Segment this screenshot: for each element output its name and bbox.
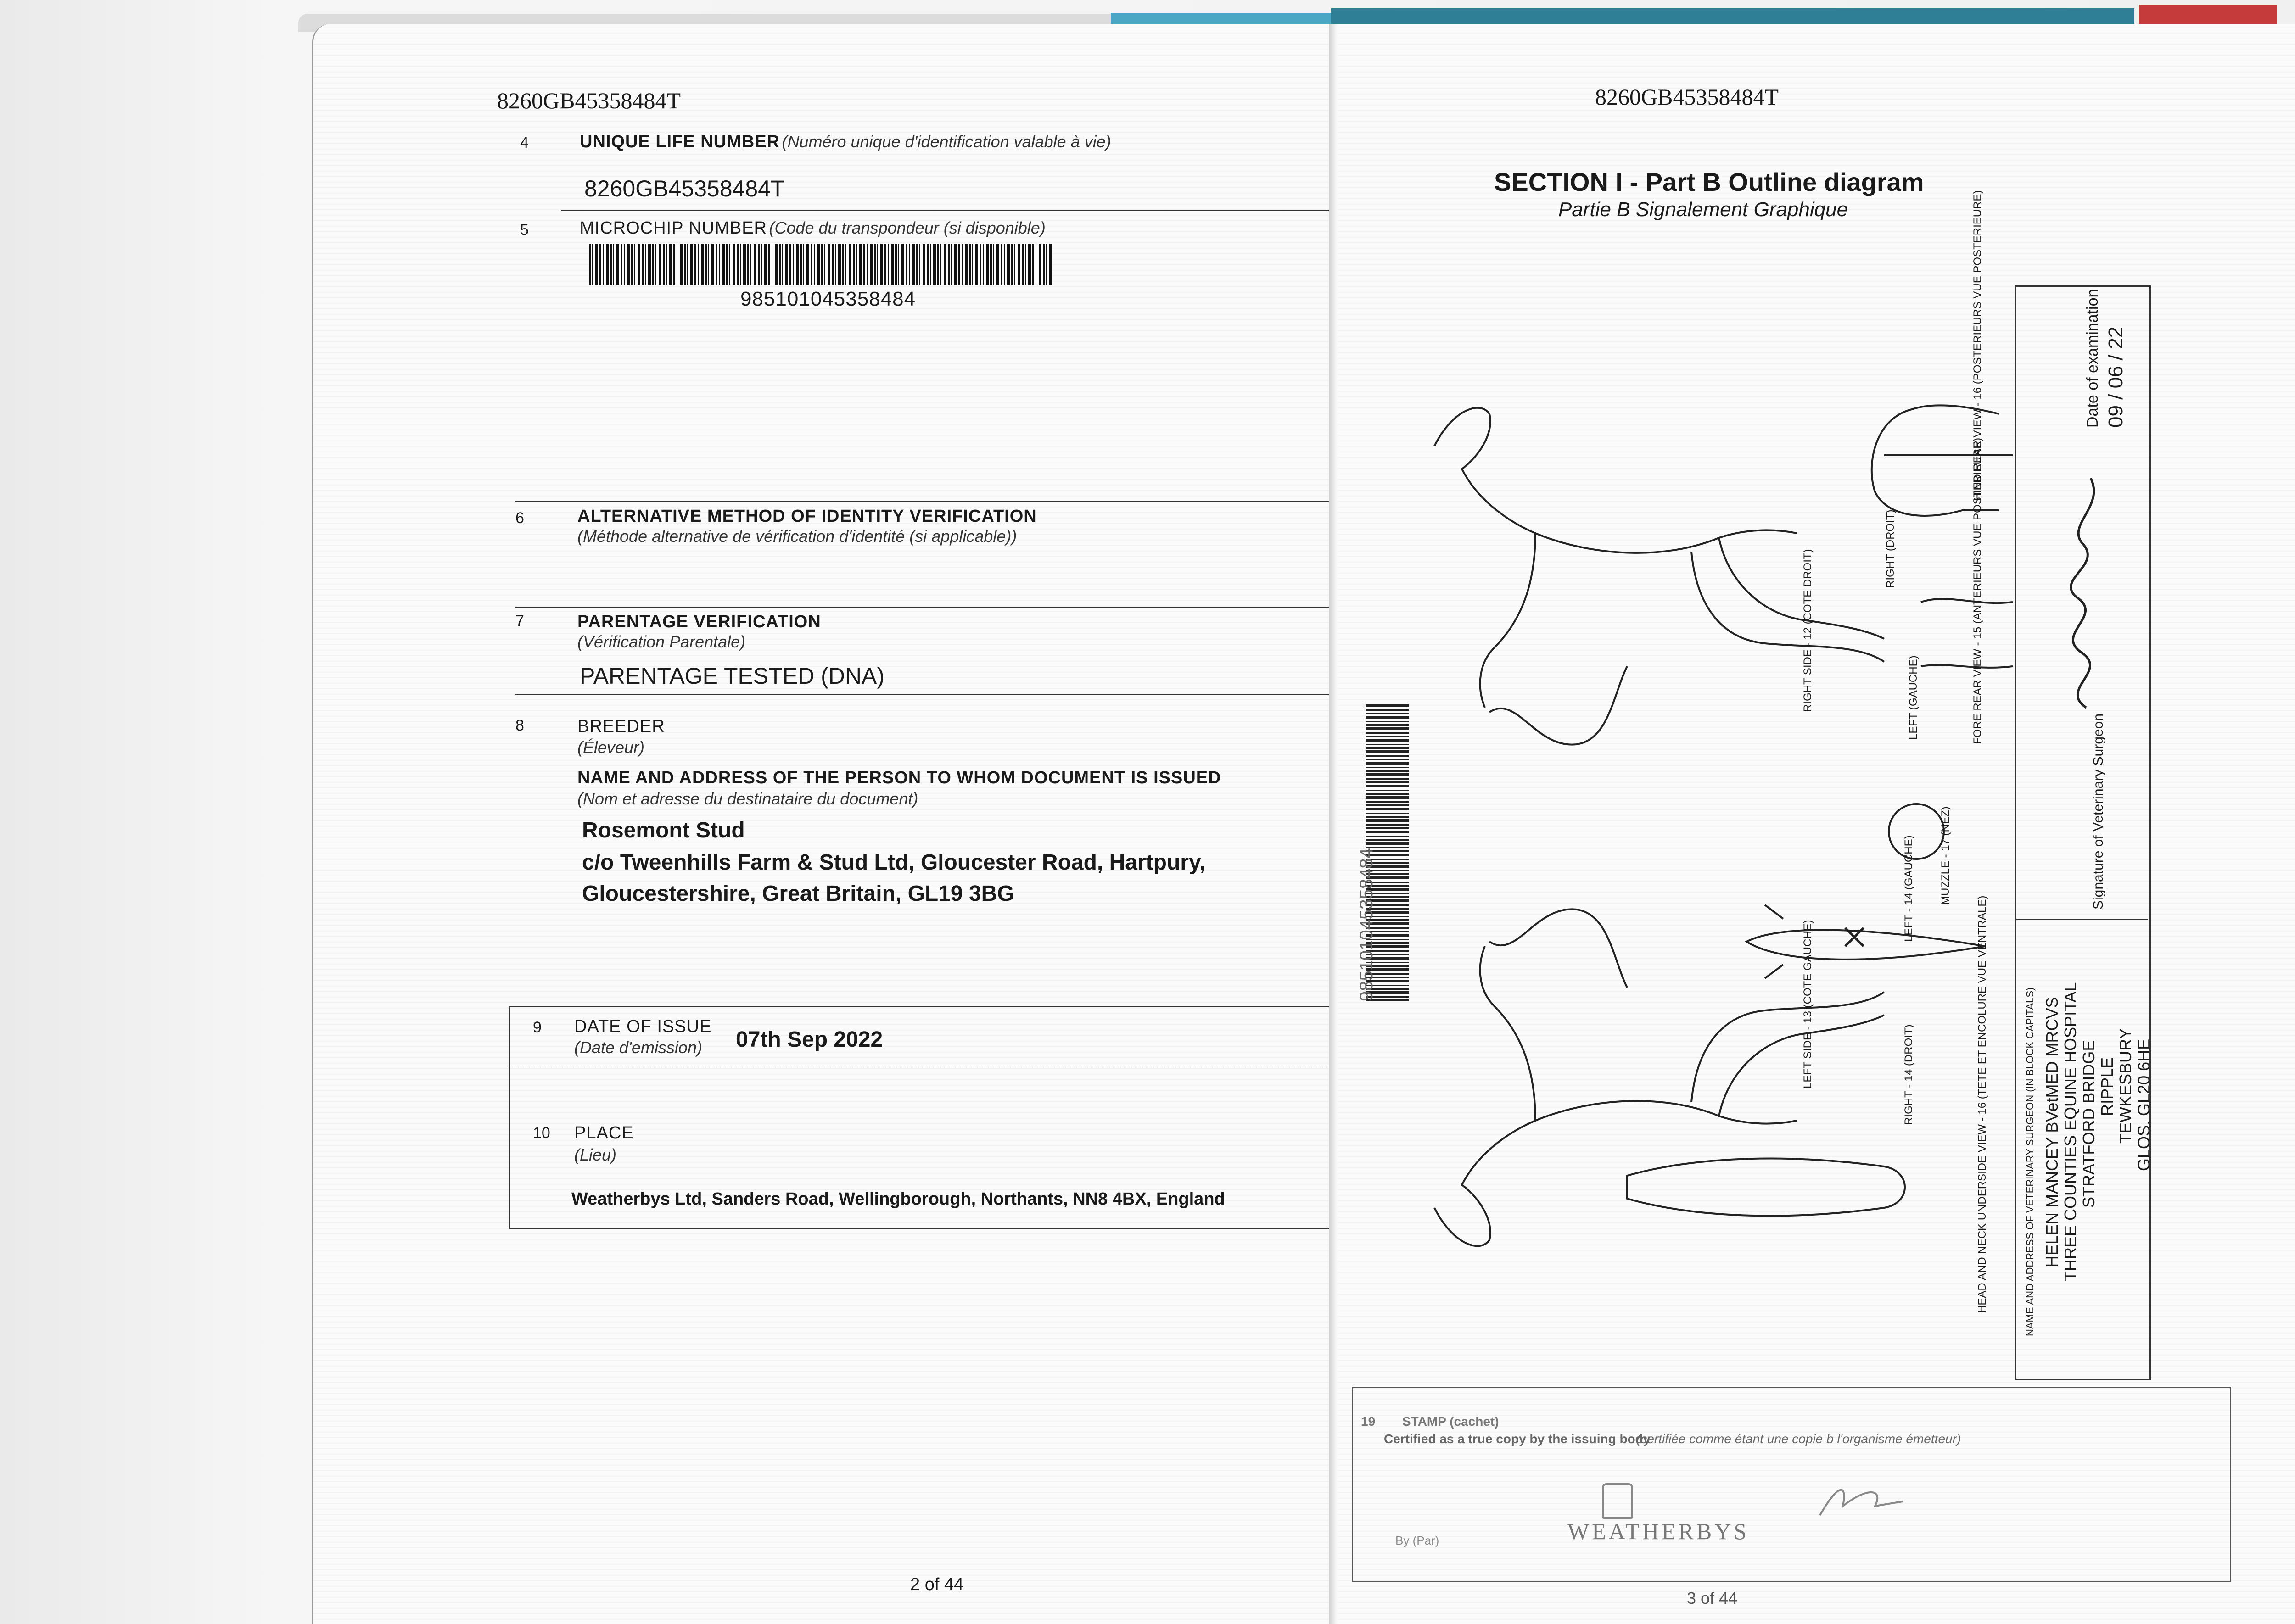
section-subtitle: Partie B Signalement Graphique	[1558, 198, 1848, 221]
exam-date-value: 09 / 06 / 22	[2105, 326, 2127, 428]
label-fore-rear: FORE REAR VIEW - 15 (ANTERIEURS VUE POSTERIEURE)	[1971, 437, 1984, 744]
issued-to-label-fr: (Nom et adresse du destinataire du document)	[577, 789, 918, 808]
issued-to-label: NAME AND ADDRESS OF THE PERSON TO WHOM DOCUMENT IS ISSUED	[577, 768, 1221, 787]
microchip-barcode	[589, 244, 1052, 285]
date-of-issue-value: 07th Sep 2022	[736, 1027, 883, 1052]
label-left: LEFT (GAUCHE)	[1907, 655, 1920, 740]
side-barcode-number: 985101045358484	[1356, 848, 1377, 1001]
label-right-side: RIGHT SIDE - 12 (COTE DROIT)	[1802, 549, 1814, 712]
page-header-id: 8260GB45358484T	[1595, 84, 1779, 110]
section-number: 7	[515, 612, 524, 630]
divider	[515, 607, 1337, 608]
label-left-side: LEFT SIDE - 13 (COTE GAUCHE)	[1802, 920, 1814, 1088]
label-left-14: LEFT - 14 (GAUCHE)	[1903, 835, 1915, 942]
horse-outline-diagram	[1370, 345, 2013, 1263]
alt-identity-label-fr: (Méthode alternative de vérification d'identité (si applicable))	[577, 527, 1017, 546]
owner-name: Rosemont Stud	[582, 818, 745, 843]
label-head-neck-underside: HEAD AND NECK UNDERSIDE VIEW - 16 (TETE ET ENCOLURE VUE VENTRALE)	[1976, 895, 1988, 1313]
divider	[515, 501, 1337, 502]
parentage-value: PARENTAGE TESTED (DNA)	[580, 663, 884, 689]
page-number: 3 of 44	[1687, 1589, 1738, 1607]
passport-page-left	[312, 24, 1337, 1624]
page-number: 2 of 44	[910, 1575, 964, 1594]
label-right: RIGHT (DROIT)	[1884, 509, 1897, 588]
divider	[561, 210, 1337, 211]
section-number: 5	[520, 221, 529, 239]
vet-signature-label: Signature of Veterinary Surgeon	[2091, 714, 2106, 910]
owner-address-line-2: Gloucestershire, Great Britain, GL19 3BG	[582, 882, 1014, 906]
vet-name-label: NAME AND ADDRESS OF VETERINARY SURGEON (IN BLOCK CAPITALS)	[2024, 987, 2036, 1336]
date-of-issue-label-fr: (Date d'emission)	[574, 1038, 702, 1057]
passport-page-right	[1338, 24, 2295, 1624]
stamp-label: STAMP (cachet)	[1402, 1414, 1499, 1429]
owner-address-line-1: c/o Tweenhills Farm & Stud Ltd, Gloucester Road, Hartpury,	[582, 850, 1206, 875]
place-label: PLACE	[574, 1123, 634, 1143]
section-number: 4	[520, 134, 529, 151]
stamp-certified-text-fr: (certifiée comme étant une copie b l'organisme émetteur)	[1636, 1432, 1961, 1446]
issuer-signature	[1811, 1474, 1916, 1529]
stamp-number: 19	[1361, 1414, 1376, 1429]
section-number: 10	[533, 1124, 550, 1142]
unique-life-number-label	[580, 132, 1111, 152]
exam-date-label: Date of examination	[2084, 289, 2101, 428]
microchip-number: 985101045358484	[740, 288, 916, 310]
label-right-14: RIGHT - 14 (DROIT)	[1903, 1024, 1915, 1125]
vet-signature	[2040, 451, 2123, 726]
alt-identity-label: ALTERNATIVE METHOD OF IDENTITY VERIFICATION	[577, 507, 1037, 526]
weatherbys-logo-text: WEATHERBYS	[1567, 1518, 1750, 1544]
stamp-by-label: By (Par)	[1395, 1534, 1439, 1547]
vet-address-5: TEWKESBURY	[2116, 1028, 2135, 1144]
vet-address-3: STRATFORD BRIDGE	[2079, 1040, 2098, 1208]
vet-address-6: GLOS. GL20 6HE	[2134, 1038, 2153, 1171]
label-muzzle: MUZZLE - 17 (NEZ)	[1939, 806, 1952, 905]
vet-address-4: RIPPLE	[2098, 1057, 2116, 1116]
unique-life-number-value: 8260GB45358484T	[584, 176, 785, 201]
date-of-issue-label: DATE OF ISSUE	[574, 1017, 712, 1036]
place-label-fr: (Lieu)	[574, 1145, 617, 1164]
divider	[515, 694, 1337, 695]
place-value: Weatherbys Ltd, Sanders Road, Wellingborough, Northants, NN8 4BX, England	[571, 1189, 1225, 1209]
stamp-certified-text: Certified as a true copy by the issuing body	[1384, 1432, 1651, 1446]
label-hind-rear: HIND REAR VIEW - 16 (POSTERIEURS VUE POSTERIEURE)	[1971, 190, 1984, 501]
vet-address-2: THREE COUNTIES EQUINE HOSPITAL	[2061, 982, 2080, 1281]
parentage-label-fr: (Vérification Parentale)	[577, 632, 746, 651]
label-fr: (Code du transpondeur (si disponible)	[769, 218, 1046, 237]
parentage-label: PARENTAGE VERIFICATION	[577, 612, 821, 631]
section-title: SECTION I - Part B Outline diagram	[1494, 167, 1924, 196]
divider	[2015, 919, 2148, 920]
page-header-id: 8260GB45358484T	[497, 88, 681, 113]
microchip-label	[580, 218, 1046, 238]
label-en: MICROCHIP NUMBER	[580, 218, 767, 238]
section-number: 6	[515, 509, 524, 527]
breeder-label: BREEDER	[577, 717, 665, 736]
section-number: 8	[515, 717, 524, 734]
weatherbys-crest-icon	[1602, 1483, 1633, 1519]
vet-address-1: HELEN MANCEY BVetMED MRCVS	[2043, 997, 2061, 1267]
label-en: UNIQUE LIFE NUMBER	[580, 132, 780, 151]
label-fr: (Numéro unique d'identification valable à vie)	[782, 132, 1111, 151]
breeder-label-fr: (Éleveur)	[577, 738, 645, 757]
horse-right-side-outline	[1434, 408, 1797, 553]
section-number: 9	[533, 1019, 542, 1036]
